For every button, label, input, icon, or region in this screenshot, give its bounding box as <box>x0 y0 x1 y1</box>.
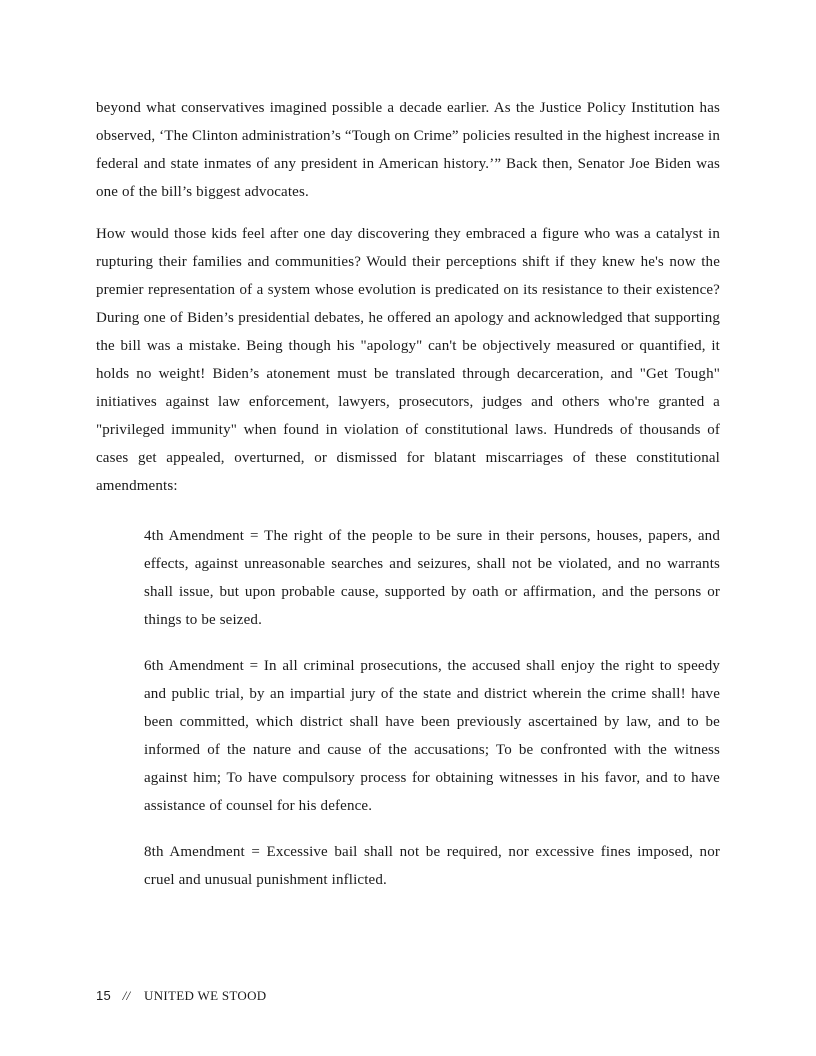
footer-separator: // <box>122 988 131 1003</box>
body-paragraph: How would those kids feel after one day discovering they embraced a figure who was a catalyst in rupturing their families and communities? Would their perceptions shift if they knew he's now the premier representation of a system whose evolution is predicated on its resistance to their existence? During one of Biden’s presidential debates, he offered an apology and acknowledged that supporting the bill was a mistake. Being though his "apology" can't be objectively measured or quantified, it holds no weight! Biden’s atonement must be translated through decarceration, and "Get Tough" initiatives against law enforcement, lawyers, prosecutors, judges and others who're granted a "privileged immunity" when found in violation of constitutional laws. Hundreds of thousands of cases get appealed, overturned, or dismissed for blatant miscarriages of these constitutional amendments: <box>96 226 720 494</box>
amendment-6th: 6th Amendment = In all criminal prosecutions, the accused shall enjoy the right to speedy and public trial, by an impartial jury of the state and district wherein the crime shall! have been committed, which district shall have been previously ascertained by law, and to be informed of the nature and cause of the accusations; To be confronted with the witness against him; To have compulsory process for obtaining witnesses in his favor, and to have assistance of counsel for his defence. <box>144 658 720 814</box>
body-paragraph: beyond what conservatives imagined possible a decade earlier. As the Justice Policy Institution has observed, ‘The Clinton administration’s “Tough on Crime” policies resulted in the highest increase in federal and state inmates of any president in American history.’” Back then, Senator Joe Biden was one of the bill’s biggest advocates. <box>96 100 720 200</box>
page-footer <box>96 988 266 1004</box>
amendments-block <box>144 522 720 894</box>
page-body <box>96 94 720 912</box>
page-number: 15 <box>96 988 112 1003</box>
amendment-4th: 4th Amendment = The right of the people to be sure in their persons, houses, papers, and effects, against unreasonable searches and seizures, shall not be violated, and no warrants shall issue, but upon probable cause, supported by oath or affirmation, and the persons or things to be seized. <box>144 528 720 628</box>
amendment-8th: 8th Amendment = Excessive bail shall not be required, nor excessive fines imposed, nor cruel and unusual punishment inflicted. <box>144 844 720 888</box>
book-title: UNITED WE STOOD <box>144 988 267 1003</box>
